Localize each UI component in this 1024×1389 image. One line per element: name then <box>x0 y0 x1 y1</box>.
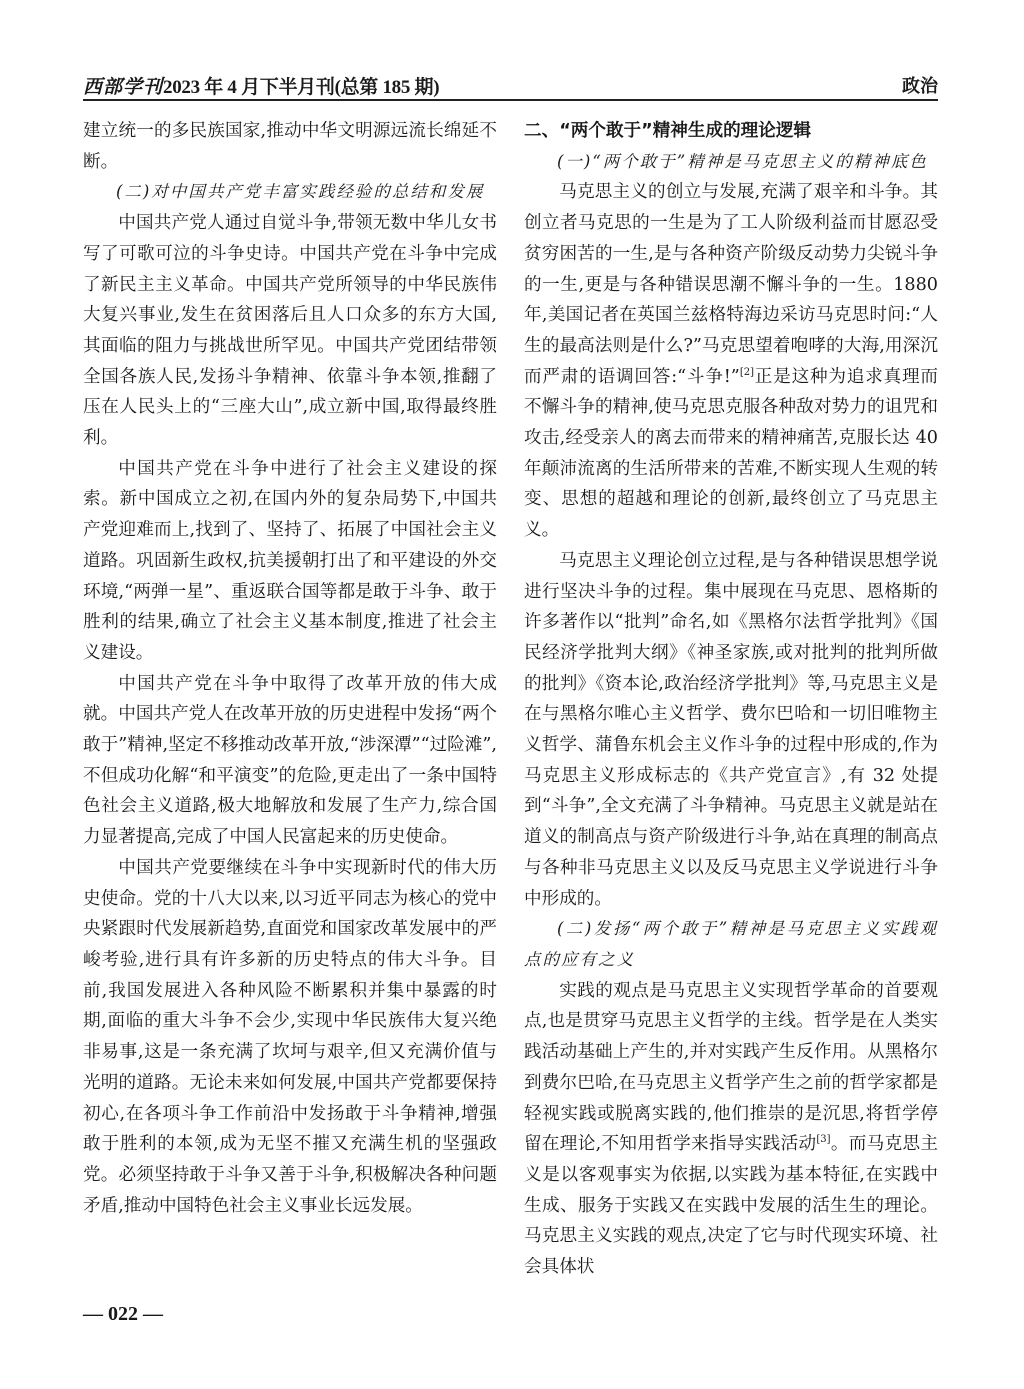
paragraph-text: 马克思主义的创立与发展,充满了艰辛和斗争。其创立者马克思的一生是为了工人阶级利益而甘愿忍受贫穷困苦的一生,是与各种资产阶级反动势力尖锐斗争的一生,更是与各种错误思潮不懈斗争的一生。1880 年,美国记者在英国兰兹格特海边采访马克思时问:“人生的最高法则是什么?”马克思望着咆哮的大海,用深沉而严肃的语调回答:“斗争!” <box>524 182 938 387</box>
right-column <box>524 116 938 1283</box>
issue-info: 2023 年 4 月下半月刊(总第 185 期) <box>163 77 440 98</box>
paragraph-text: 实践的观点是马克思主义实现哲学革命的首要观点,也是贯穿马克思主义哲学的主线。哲学是在人类实践活动基础上产生的,并对实践产生反作用。从黑格尔到费尔巴哈,在马克思主义哲学产生之前的哲学家都是轻视实践或脱离实践的,他们推崇的是沉思,将哲学停留在理论,不知用哲学来指导实践活动 <box>524 980 938 1155</box>
paragraph-text: 。而马克思主义是以客观事实为依据,以实践为基本特征,在实践中生成、服务于实践又在实践中发展的活生生的理论。马克思主义实践的观点,决定了它与时代现实环境、社会具体状 <box>524 1134 938 1278</box>
paragraph: 中国共产党要继续在斗争中实现新时代的伟大历史使命。党的十八大以来,以习近平同志为核心的党中央紧跟时代发展新趋势,直面党和国家改革发展中的严峻考验,进行具有许多新的历史特点的伟大斗争。目前,我国发展进入各种风险不断累积并集中暴露的时期,面临的重大斗争不会少,实现中华民族伟大复兴绝非易事,这是一条充满了坎坷与艰辛,但又充满价值与光明的道路。无论未来如何发展,中国共产党都要保持初心,在各项斗争工作前沿中发扬敢于斗争精神,增强敢于胜利的本领,成为无坚不摧又充满生机的坚强政党。必须坚持敢于斗争又善于斗争,积极解决各种问题矛盾,推动中国特色社会主义事业长远发展。 <box>83 857 497 1216</box>
paragraph: 中国共产党在斗争中进行了社会主义建设的探索。新中国成立之初,在国内外的复杂局势下,中国共产党迎难而上,找到了、坚持了、拓展了中国社会主义道路。巩固新生政权,抗美援朝打出了和平建设的外交环境,“两弹一星”、重返联合国等都是敢于斗争、敢于胜利的结果,确立了社会主义基本制度,推进了社会主义建设。 <box>83 458 497 663</box>
citation-ref[interactable]: [2] <box>739 366 754 378</box>
left-column <box>83 116 497 1221</box>
paragraph: 建立统一的多民族国家,推动中华文明源远流长绵延不断。 <box>83 121 497 172</box>
page-number: — 022 — <box>83 1303 163 1325</box>
paragraph <box>524 976 938 1283</box>
paragraph-text: 正是这种为追求真理而不懈斗争的精神,使马克思克服各种敌对势力的诅咒和攻击,经受亲人的离去而带来的精神痛苦,克服长达 40 年颠沛流离的生活所带来的苦难,不断实现人生观的转变、思想的超越和理论的创新,最终创立了马克思主义。 <box>524 366 938 541</box>
citation-ref[interactable]: [3] <box>816 1134 831 1146</box>
running-header <box>83 70 938 100</box>
paragraph: 马克思主义理论创立过程,是与各种错误思想学说进行坚决斗争的过程。集中展现在马克思、恩格斯的许多著作以“批判”命名,如《黑格尔法哲学批判》《国民经济学批判大纲》《神圣家族,或对批判的批判所做的批判》《资本论,政治经济学批判》等,马克思主义是在与黑格尔唯心主义哲学、费尔巴哈和一切旧唯物主义哲学、蒲鲁东机会主义作斗争的过程中形成的,作为马克思主义形成标志的《共产党宣言》,有 32 处提到“斗争”,全文充满了斗争精神。马克思主义就是站在道义的制高点与资产阶级进行斗争,站在真理的制高点与各种非马克思主义以及反马克思主义学说进行斗争中形成的。 <box>524 550 938 909</box>
journal-title <box>83 72 439 99</box>
paragraph: 中国共产党在斗争中取得了改革开放的伟大成就。中国共产党人在改革开放的历史进程中发扬“两个敢于”精神,坚定不移推动改革开放,“涉深潭”“过险滩”,不但成功化解“和平演变”的危险,更走出了一条中国特色社会主义道路,极大地解放和发展了生产力,综合国力显著提高,完成了中国人民富起来的历史使命。 <box>83 673 497 848</box>
subheading: (一)“两个敢于”精神是马克思主义的精神底色 <box>557 151 928 171</box>
section-label: 政治 <box>902 76 938 97</box>
subheading: (二)发扬“两个敢于”精神是马克思主义实践观点的应有之义 <box>524 919 938 969</box>
paragraph <box>524 177 938 545</box>
paragraph: 中国共产党人通过自觉斗争,带领无数中华儿女书写了可歌可泣的斗争史诗。中国共产党在斗争中完成了新民主主义革命。中国共产党所领导的中华民族伟大复兴事业,发生在贫困落后且人口众多的东方大国,其面临的阻力与挑战世所罕见。中国共产党团结带领全国各族人民,发扬斗争精神、依靠斗争本领,推翻了压在人民头上的“三座大山”,成立新中国,取得最终胜利。 <box>83 213 497 449</box>
header-rule <box>83 99 938 101</box>
section-heading: 二、“两个敢于”精神生成的理论逻辑 <box>524 121 812 141</box>
subheading: (二)对中国共产党丰富实践经验的总结和发展 <box>116 182 485 202</box>
journal-logo: 西部学刊 <box>83 77 164 98</box>
